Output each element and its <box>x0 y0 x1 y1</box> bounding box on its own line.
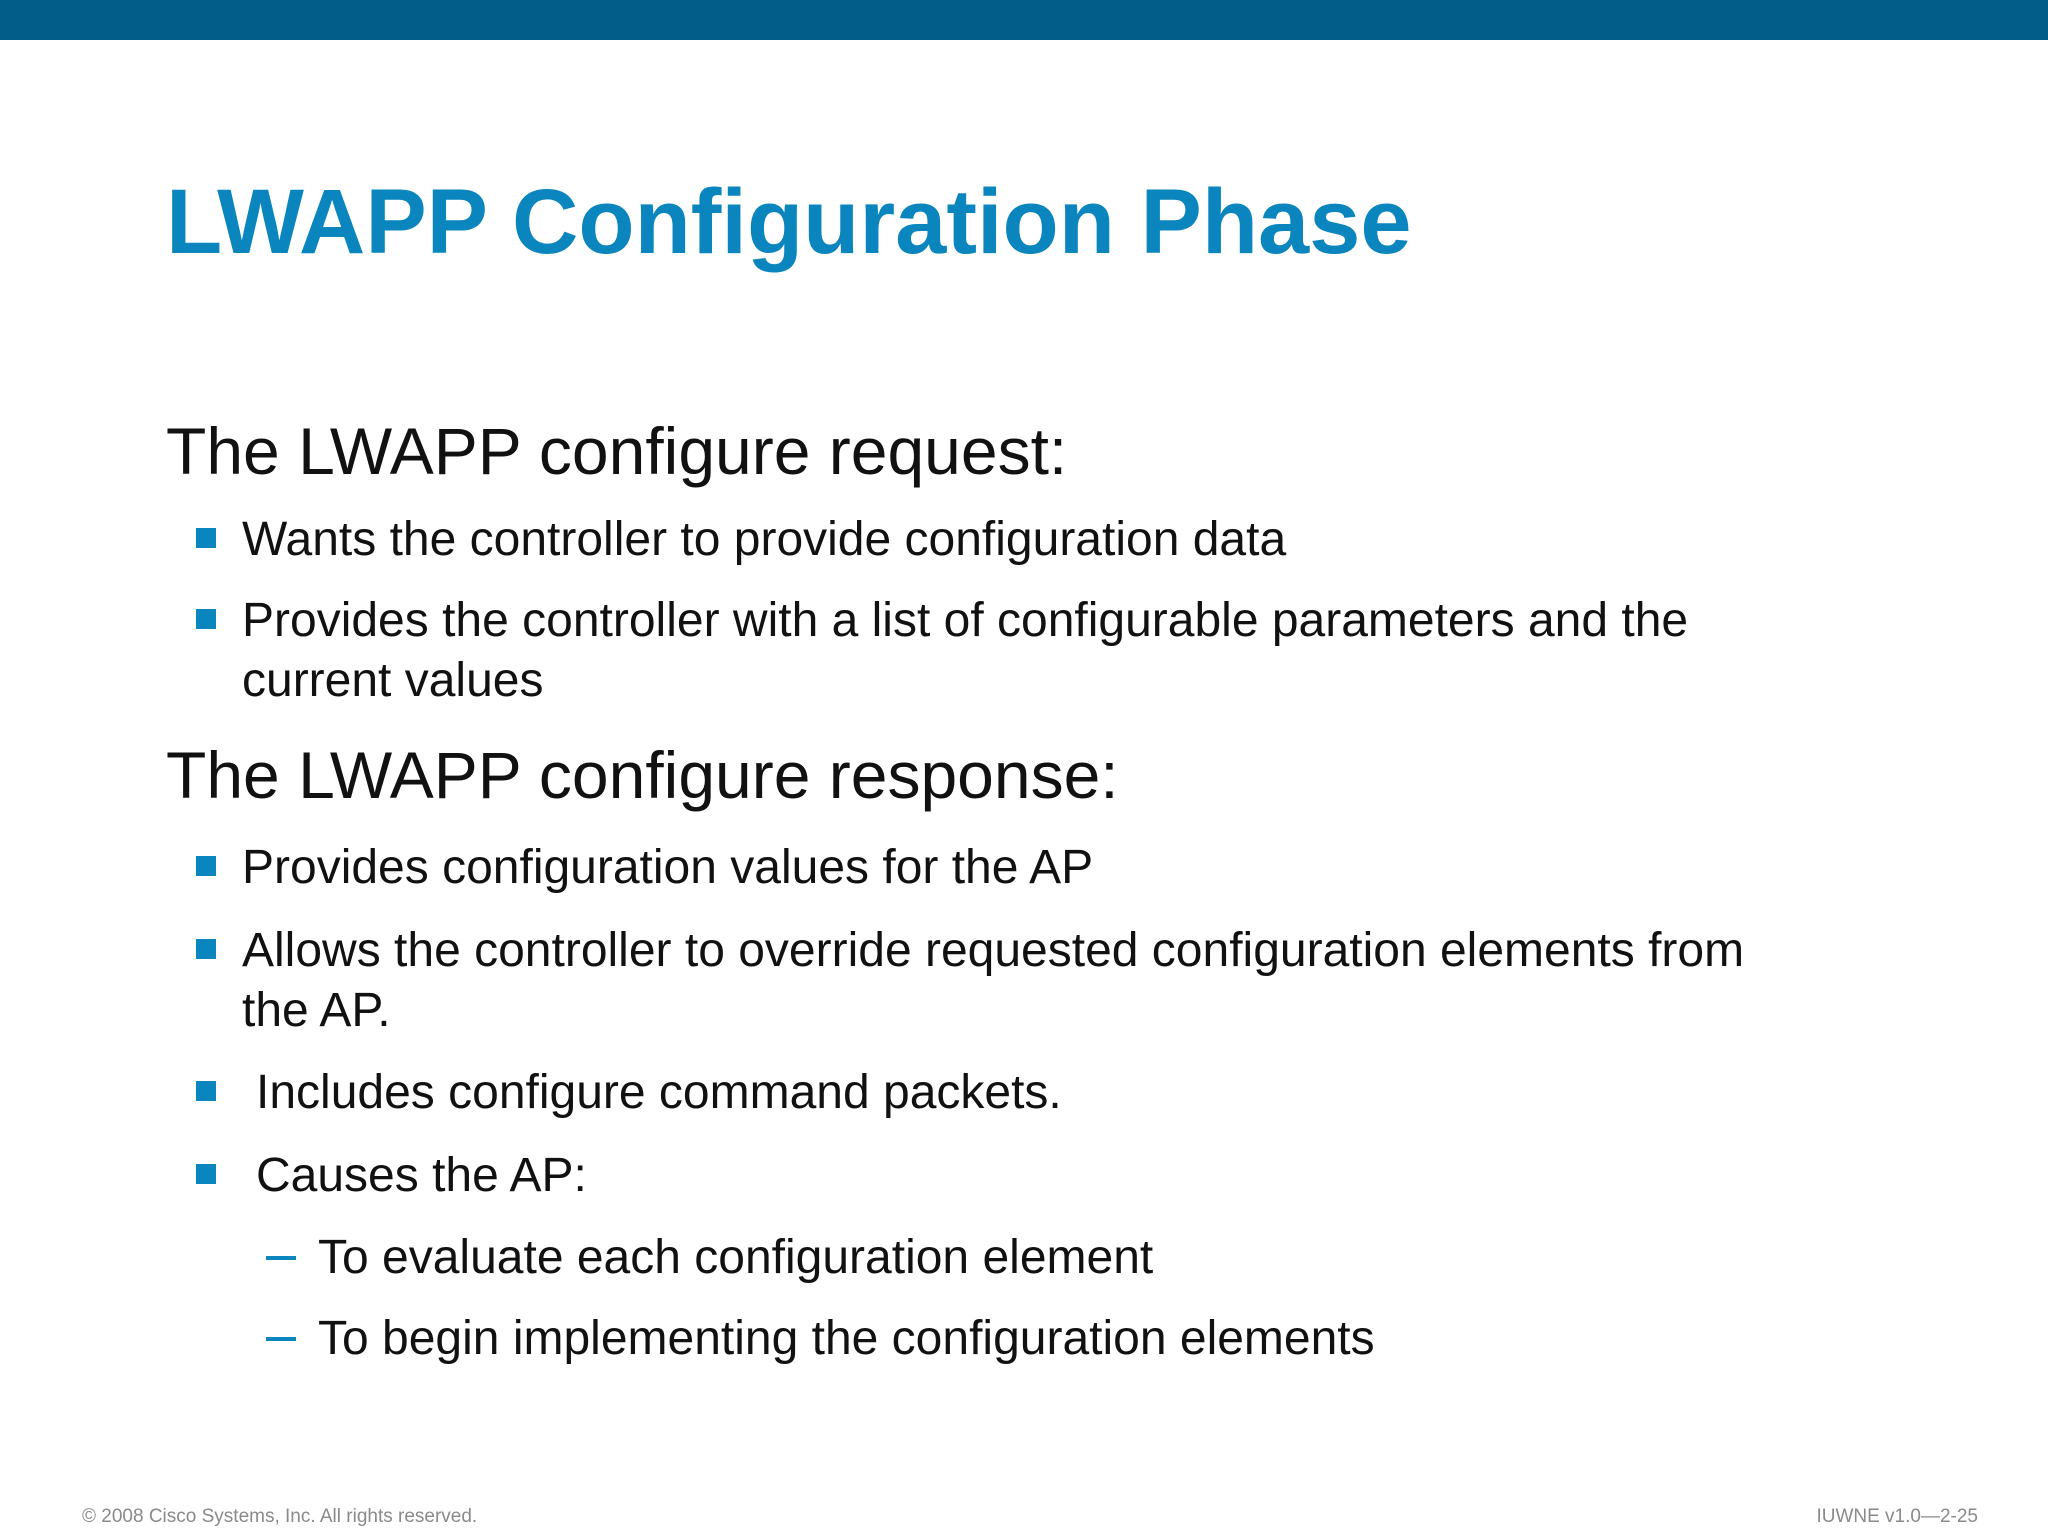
bullet-square-icon <box>196 609 216 629</box>
dash-icon <box>266 1337 296 1341</box>
bullet-square-icon <box>196 939 216 959</box>
bullet-text: Allows the controller to override requested configuration elements from <box>242 924 1745 977</box>
bullet-text: Provides the controller with a list of configurable parameters and the <box>242 594 1689 647</box>
bullet-text: Wants the controller to provide configuration data <box>242 513 1287 566</box>
section-heading-request: The LWAPP configure request: <box>166 414 1068 488</box>
sub-bullet-text: To begin implementing the configuration elements <box>318 1312 1375 1365</box>
bullet-text: Includes configure command packets. <box>256 1066 1062 1119</box>
bullet-square-icon <box>196 1164 216 1184</box>
bullet-square-icon <box>196 1081 216 1101</box>
bullet-text: Provides configuration values for the AP <box>242 841 1094 894</box>
dash-icon <box>266 1256 296 1260</box>
bullet-square-icon <box>196 528 216 548</box>
bullet-square-icon <box>196 856 216 876</box>
bullet-text: Causes the AP: <box>256 1149 587 1202</box>
sub-bullet-text: To evaluate each configuration element <box>318 1231 1154 1284</box>
bullet-text-continued: the AP. <box>242 984 391 1037</box>
footer-course-code: IUWNE v1.0—2-25 <box>1816 1506 1978 1527</box>
slide-title: LWAPP Configuration Phase <box>166 171 1412 273</box>
section-heading-response: The LWAPP configure response: <box>166 738 1119 812</box>
footer-copyright: © 2008 Cisco Systems, Inc. All rights reserved. <box>82 1506 478 1527</box>
bullet-text-continued: current values <box>242 654 544 707</box>
top-bar <box>0 0 2048 40</box>
